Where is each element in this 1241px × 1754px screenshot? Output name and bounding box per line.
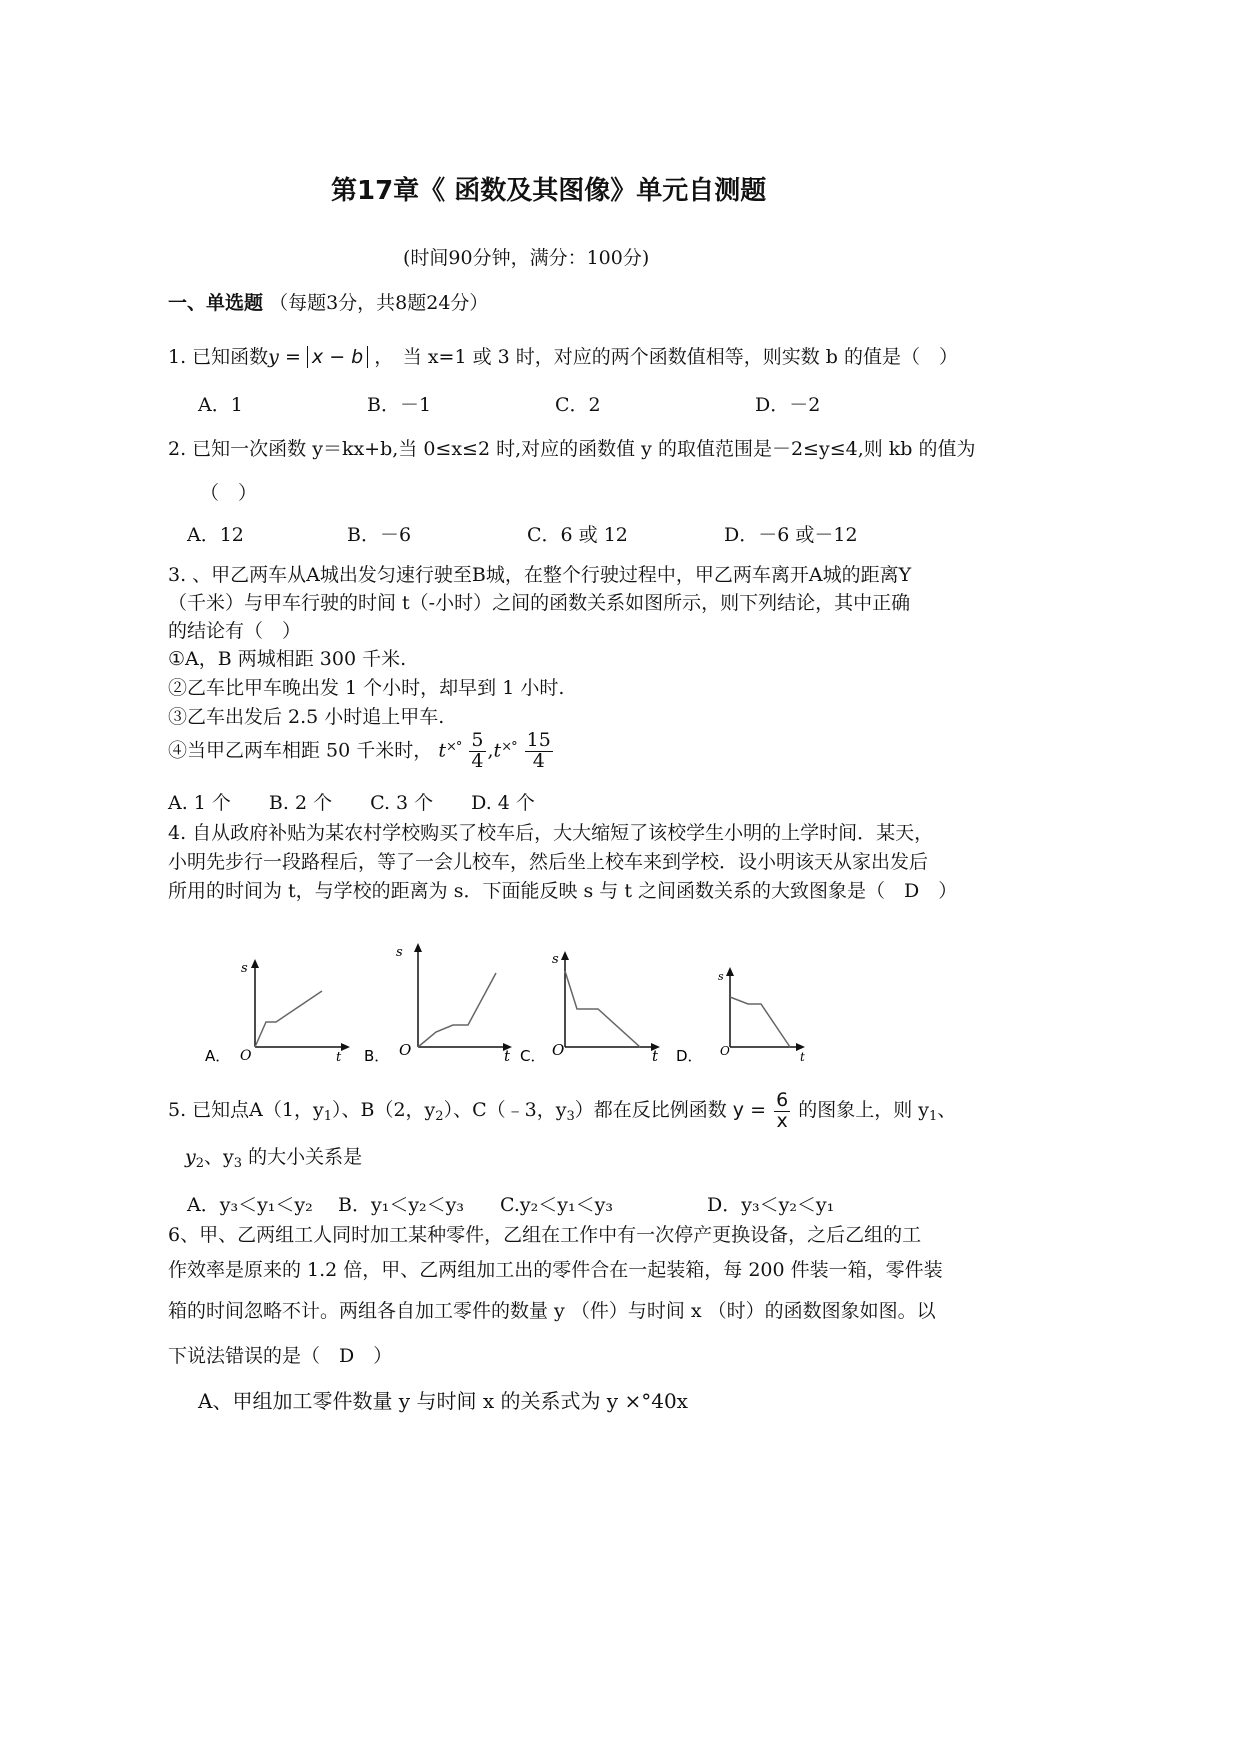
question-1 <box>168 342 958 369</box>
q2-option-c: C．6 或 12 <box>527 524 628 546</box>
q3-statement-3: ③乙车出发后 2.5 小时追上甲车. <box>168 706 445 728</box>
q2-line-2: （ ） <box>200 482 258 504</box>
q3-s4-frac2-den: 4 <box>532 749 545 772</box>
q4-graph-d <box>676 967 805 1065</box>
q4-graph-d-axis-s: s <box>718 970 724 983</box>
q1-option-d: D．－2 <box>755 394 821 416</box>
q3-options: A. 1 个 B. 2 个 C. 3 个 D. 4 个 <box>168 792 535 814</box>
q5-option-c: C.y₂＜y₁＜y₃ <box>500 1194 613 1216</box>
q4-graph-a <box>205 959 350 1065</box>
q1-prefix: 1. 已知函数 <box>168 346 269 368</box>
q4-graph-c-axis-s: s <box>552 952 559 967</box>
q3-s4-fraction-2 <box>525 731 553 772</box>
q4-graph-b-axis-t: t <box>504 1047 511 1065</box>
section-name: 一、单选题 <box>168 292 264 314</box>
q3-line-3: 的结论有（ ） <box>168 620 302 642</box>
q4-graph-a-axis-s: s <box>241 961 248 976</box>
q6-line-4: 下说法错误的是（ D ） <box>168 1345 393 1367</box>
q5-point-a: A（1，y <box>249 1099 324 1121</box>
q1-option-b: B．－1 <box>367 394 432 416</box>
q2-line-1: 2. 已知一次函数 y＝kx+b,当 0≤x≤2 时,对应的函数值 y 的取值范围是－2≤y≤4,则 kb 的值为 <box>168 438 976 460</box>
q3-s4-eq-glyph-2: ×° <box>501 739 517 755</box>
q4-line-1: 4. 自从政府补贴为某农村学校购买了校车后，大大缩短了该校学生小明的上学时间．某天， <box>168 822 934 844</box>
q1-option-c: C．2 <box>555 394 601 416</box>
q4-graph-d-origin: O <box>720 1044 730 1058</box>
q3-s4-prefix: ④当甲乙两车相距 50 千米时， <box>168 739 433 762</box>
q4-line-2: 小明先步行一段路程后，等了一会儿校车，然后坐上校车来到学校．设小明该天从家出发后 <box>168 851 929 873</box>
q5-line2-y2: y <box>185 1146 196 1168</box>
q3-statement-4: ④当甲乙两车相距 50 千米时， t×° $\frac{5}{4}$ ,t×° $\frac{15}{4}$ <box>168 729 551 772</box>
q4-graph-c-label: C． <box>520 1047 546 1065</box>
q4-graph-c <box>520 951 660 1065</box>
q5-option-a: A．y₃＜y₁＜y₂ <box>187 1194 313 1216</box>
q6-option-a: A、甲组加工零件数量 y 与时间 x 的关系式为 y ×°40x <box>198 1389 688 1413</box>
q3-line-2: （千米）与甲车行驶的时间 t（-小时）之间的函数关系如图所示，则下列结论，其中正确 <box>168 592 911 614</box>
q3-s4-t2: t <box>493 739 502 762</box>
q5-point-c-end: ）都在反比例函数 <box>574 1099 727 1121</box>
q5-suffix-end: 、 <box>937 1099 957 1121</box>
section-note: （每题3分，共8题24分） <box>269 292 489 314</box>
q4-graph-b <box>364 943 512 1065</box>
q5-suffix: 的图象上，则 y <box>798 1099 929 1121</box>
page-title: 第17章《 函数及其图像》单元自测题 <box>331 176 767 206</box>
q4-graph-b-axis-s: s <box>396 945 403 960</box>
q5-prefix: 5. 已知点 <box>168 1099 250 1121</box>
q3-s4-frac2-num: 15 <box>526 729 551 751</box>
q4-graph-b-origin: O <box>399 1041 412 1059</box>
q4-graph-d-label: D． <box>676 1047 703 1065</box>
q3-line-1: 3. 、甲乙两车从A城出发匀速行驶至B城，在整个行驶过程中，甲乙两车离开A城的距离Y <box>168 564 912 586</box>
q5-line2-y3: 、y <box>204 1146 234 1168</box>
q4-graph-a-label: A． <box>205 1047 231 1065</box>
q3-s4-fraction-1 <box>469 731 485 772</box>
q5-func-fraction <box>774 1088 790 1132</box>
q6-line-1: 6、甲、乙两组工人同时加工某种零件，乙组在工作中有一次停产更换设备，之后乙组的工 <box>168 1224 922 1246</box>
q1-formula-abs: x − b <box>307 346 368 368</box>
q2-option-b: B．－6 <box>347 524 412 546</box>
q3-statement-1: ①A，B 两城相距 300 千米. <box>168 648 407 670</box>
q1-rest: ， 当 x=1 或 3 时，对应的两个函数值相等，则实数 b 的值是（ ） <box>374 346 958 368</box>
q2-option-a: A．12 <box>187 524 244 546</box>
q5-point-b-sub: 2 <box>435 1109 444 1124</box>
q4-graphs <box>200 935 860 1075</box>
q1-option-a: A．1 <box>198 394 243 416</box>
q5-func-num: 6 <box>776 1088 789 1111</box>
q6-line-2: 作效率是原来的 1.2 倍，甲、乙两组加工出的零件合在一起装箱，每 200 件装一箱，零件装 <box>168 1259 943 1281</box>
q4-line-3: 所用的时间为 t，与学校的距离为 s．下面能反映 s 与 t 之间函数关系的大致图象是（ D ） <box>168 880 958 902</box>
q5-point-c-sub: 3 <box>566 1109 575 1124</box>
q5-suffix-sub: 1 <box>928 1109 938 1124</box>
q5-point-b: ）、B（2，y <box>332 1099 436 1121</box>
q6-line-3: 箱的时间忽略不计。两组各自加工零件的数量 y （件）与时间 x （时）的函数图象如图。以 <box>168 1300 936 1322</box>
section-heading <box>168 288 488 315</box>
q3-s4-frac1-den: 4 <box>471 749 484 772</box>
q4-graph-d-axis-t: t <box>800 1050 805 1064</box>
q4-graph-c-origin: O <box>552 1041 565 1059</box>
q4-graph-c-axis-t: t <box>652 1047 659 1065</box>
q5-line2-y2-sub: 2 <box>195 1156 205 1171</box>
q5-line-2 <box>185 1142 362 1171</box>
q4-graph-a-origin: O <box>240 1048 252 1064</box>
q5-func-lhs: y = <box>732 1099 767 1121</box>
q3-s4-eq-glyph: ×° <box>445 739 462 755</box>
q4-graph-b-label: B． <box>364 1047 390 1065</box>
q2-option-d: D．－6 或－12 <box>724 524 858 546</box>
q5-line-1 <box>168 1090 956 1130</box>
q5-line2-y3-sub: 3 <box>233 1156 243 1171</box>
q5-line2-end: 的大小关系是 <box>242 1146 363 1168</box>
q3-statement-2: ②乙车比甲车晚出发 1 个小时，却早到 1 小时. <box>168 677 565 699</box>
q5-func-den: x <box>776 1109 788 1132</box>
q5-option-b: B．y₁＜y₂＜y₃ <box>338 1194 465 1216</box>
q5-point-c: ）、C（﹣3，y <box>443 1099 567 1121</box>
q5-point-a-sub: 1 <box>323 1109 332 1124</box>
q3-s4-frac1-num: 5 <box>471 729 484 751</box>
q1-formula-lhs: y = <box>268 346 301 368</box>
q4-graph-a-axis-t: t <box>336 1050 342 1065</box>
q3-s4-t: t <box>438 739 446 762</box>
q5-option-d: D．y₃＜y₂＜y₁ <box>707 1194 835 1216</box>
page-subtitle: (时间90分钟，满分：100分) <box>403 247 650 269</box>
